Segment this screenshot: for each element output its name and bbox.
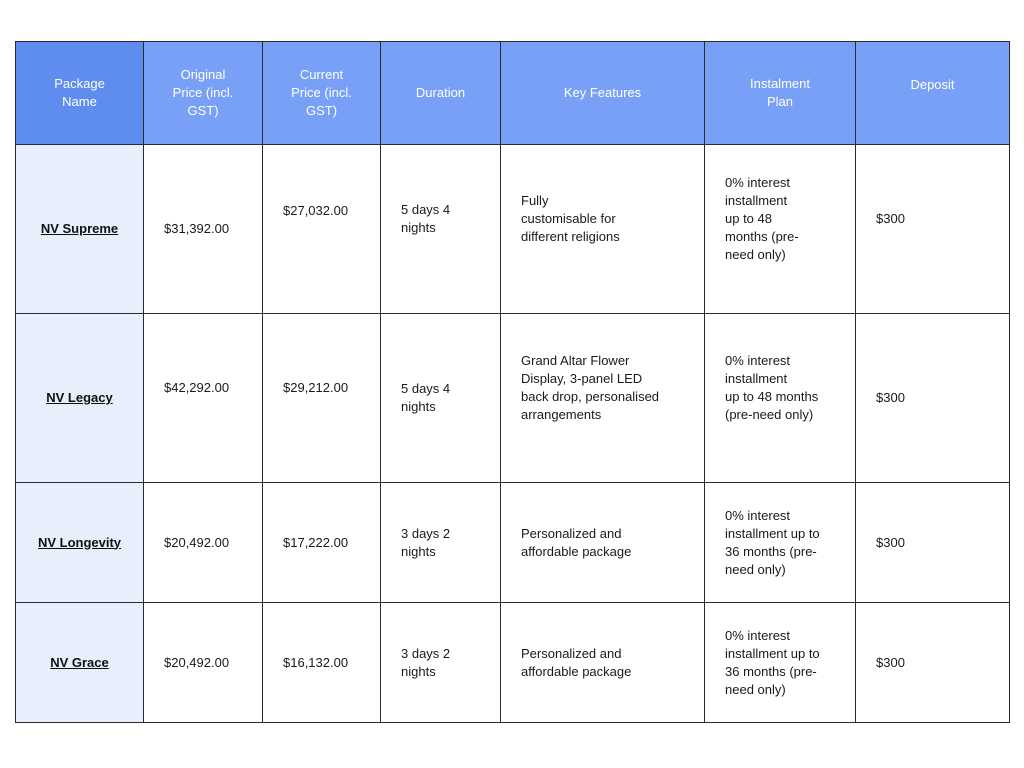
packages-table (15, 41, 1010, 723)
key-features-cell (501, 145, 705, 314)
package-link-nv-legacy[interactable]: NV Legacy (46, 390, 113, 405)
instalment-plan-cell (705, 603, 856, 723)
package-link-nv-longevity[interactable]: NV Longevity (37, 534, 122, 550)
instalment-plan-value: 0% interest installment up to 36 months (pre- need only) (725, 507, 820, 577)
header-package-name: Package Name (16, 42, 144, 145)
instalment-plan-value: 0% interest installment up to 48 months (pre- need only) (725, 175, 799, 262)
original-price-cell: $20,492.00 (144, 603, 263, 723)
original-price-cell: $20,492.00 (144, 483, 263, 603)
packages-table-container (15, 41, 1010, 723)
table-row (16, 314, 1010, 483)
original-price-value: $42,292.00 (164, 380, 230, 395)
instalment-plan-cell (705, 483, 856, 603)
instalment-plan-cell (705, 145, 856, 314)
duration-cell (381, 603, 501, 723)
key-features-cell (501, 314, 705, 483)
current-price-value: $29,212.00 (283, 380, 349, 395)
header-deposit (856, 42, 1010, 145)
original-price-cell (144, 314, 263, 483)
key-features-value: Fully customisable for different religions (521, 193, 620, 244)
duration-value: 5 days 4 nights (401, 381, 451, 414)
header-duration: Duration (381, 42, 501, 145)
header-original-price: Original Price (incl. GST) (144, 42, 263, 145)
header-deposit-label: Deposit (910, 77, 955, 92)
deposit-value: $300 (876, 211, 905, 226)
current-price-value: $27,032.00 (283, 203, 349, 218)
current-price-cell: $16,132.00 (263, 603, 381, 723)
header-current-price: Current Price (incl. GST) (263, 42, 381, 145)
header-key-features: Key Features (501, 42, 705, 145)
table-header-row (16, 42, 1010, 145)
table-row (16, 483, 1010, 603)
duration-cell (381, 483, 501, 603)
duration-value: 3 days 2 nights (401, 525, 451, 559)
package-name-cell (16, 314, 144, 483)
deposit-cell (856, 145, 1010, 314)
current-price-cell (263, 137, 381, 306)
duration-value: 5 days 4 nights (401, 202, 451, 235)
deposit-cell: $300 (856, 483, 1010, 603)
package-link-nv-grace[interactable]: NV Grace (50, 654, 109, 670)
instalment-plan-cell (705, 314, 856, 483)
key-features-value: Personalized and affordable package (521, 525, 632, 559)
instalment-plan-value: 0% interest installment up to 48 months (pre-need only) (725, 353, 819, 422)
key-features-cell (501, 603, 705, 723)
original-price-cell: $31,392.00 (144, 145, 263, 314)
deposit-cell: $300 (856, 603, 1010, 723)
header-instalment-plan: Instalment Plan (705, 42, 856, 145)
package-name-cell (16, 483, 144, 603)
package-link-nv-supreme[interactable]: NV Supreme (40, 221, 119, 236)
table-row (16, 603, 1010, 723)
package-name-cell (16, 145, 144, 314)
key-features-value: Grand Altar Flower Display, 3-panel LED back drop, personalised arrangements (521, 353, 660, 422)
key-features-value: Personalized and affordable package (521, 645, 632, 679)
current-price-cell: $17,222.00 (263, 483, 381, 603)
duration-value: 3 days 2 nights (401, 645, 451, 679)
package-name-cell (16, 603, 144, 723)
instalment-plan-value: 0% interest installment up to 36 months (pre- need only) (725, 627, 820, 697)
deposit-cell: $300 (856, 314, 1010, 483)
duration-cell (381, 145, 501, 314)
table-row (16, 145, 1010, 314)
key-features-cell (501, 483, 705, 603)
current-price-cell (263, 314, 381, 483)
duration-cell (381, 314, 501, 483)
